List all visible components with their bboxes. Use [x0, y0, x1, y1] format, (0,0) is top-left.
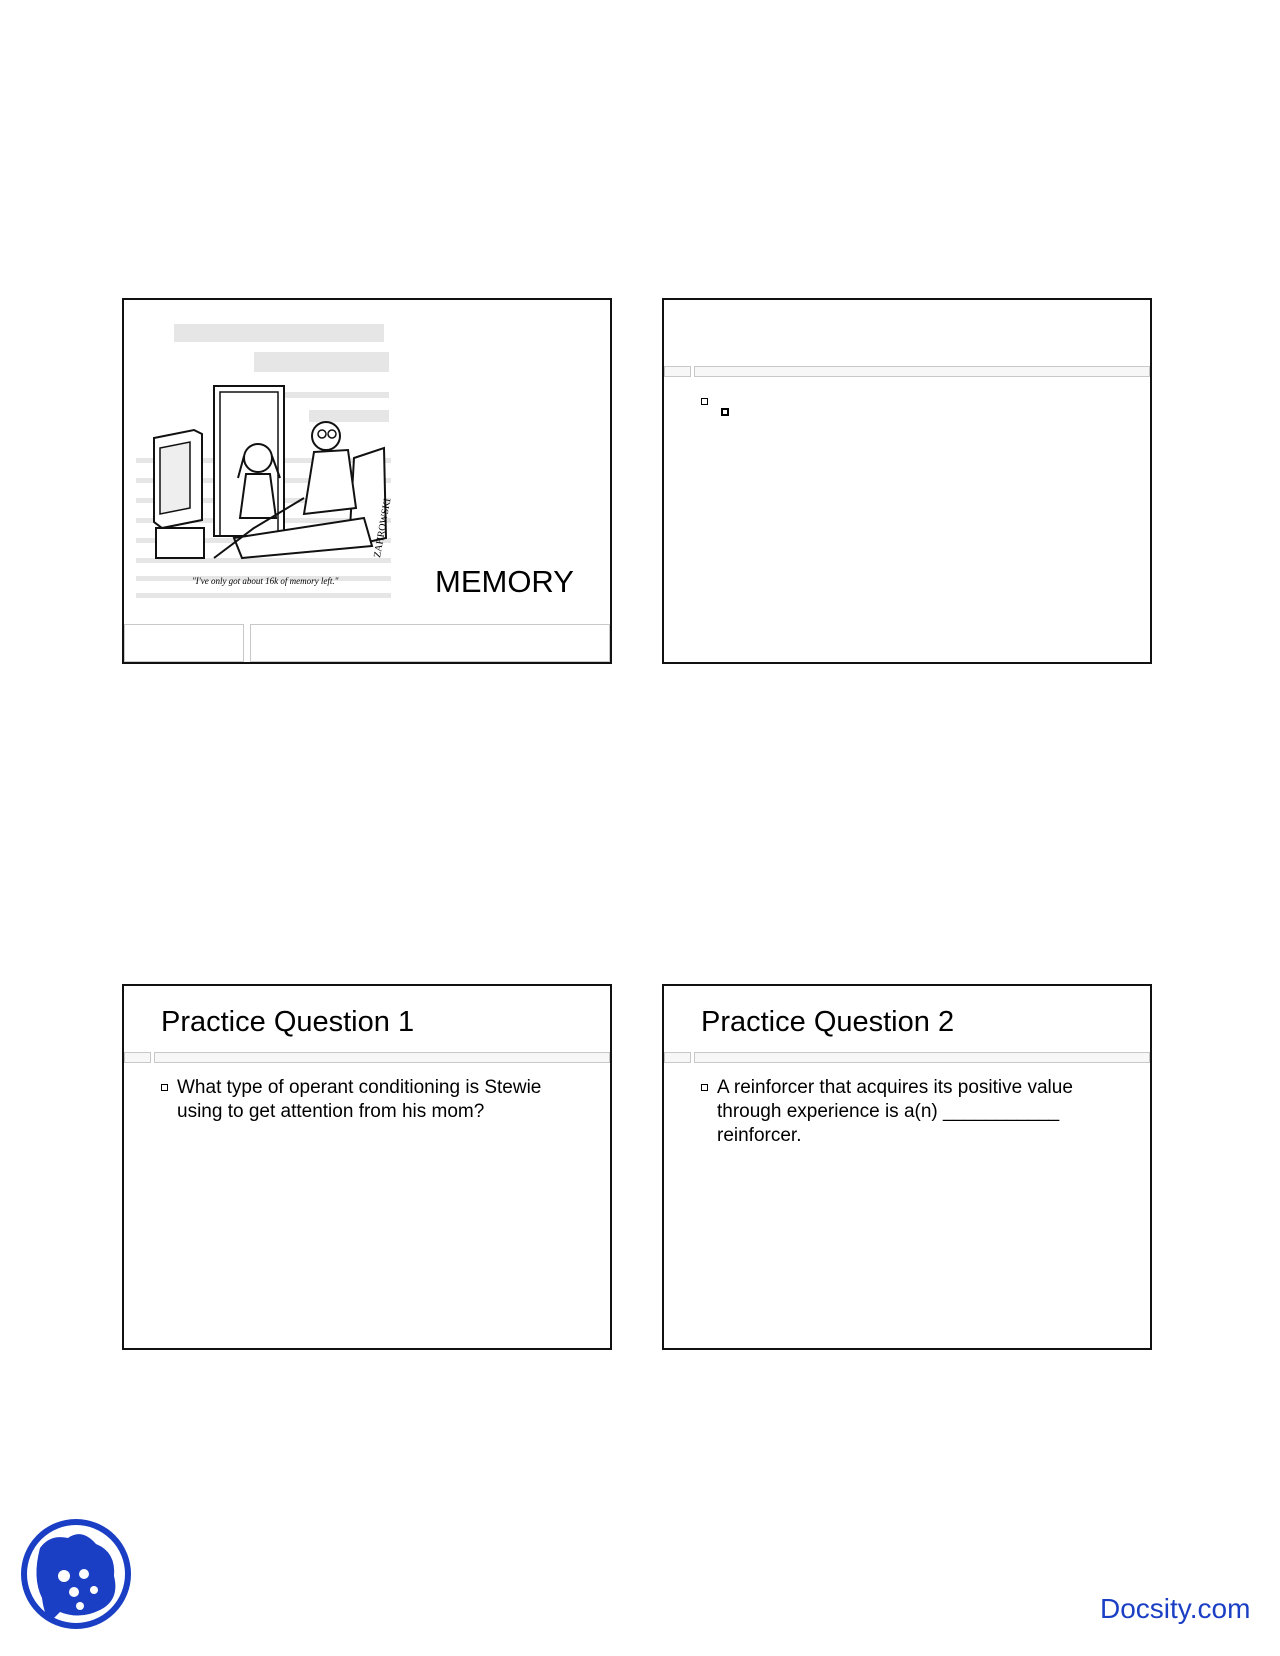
- slide-practice-question-2: [662, 984, 1152, 1350]
- docsity-logo-icon[interactable]: [20, 1518, 132, 1630]
- rule-segment: [694, 366, 1150, 377]
- docsity-brand-link[interactable]: Docsity.com: [1100, 1593, 1251, 1624]
- rule-segment: [124, 1052, 151, 1063]
- cartoon-illustration: [134, 308, 404, 608]
- footer-segment: [250, 624, 610, 662]
- slide-memory: [122, 298, 612, 664]
- slide-title: Practice Question 1: [161, 1006, 415, 1038]
- slide-blank: [662, 298, 1152, 664]
- bullet-square-icon: [701, 398, 708, 405]
- slide-title: Practice Question 2: [701, 1006, 955, 1038]
- rule-segment: [154, 1052, 610, 1063]
- title-rule: [124, 1052, 610, 1063]
- cartoon-caption: "I've only got about 16k of memory left.": [192, 576, 339, 586]
- cartoon-signature: ZAHROWSKI: [372, 497, 394, 559]
- bullet-item: [161, 1076, 580, 1124]
- bullet-square-icon: [701, 1084, 708, 1091]
- title-rule: [664, 366, 1150, 377]
- bullet-text: A reinforcer that acquires its positive value through experience is a(n) ___________ reinforcer.: [717, 1077, 1073, 1146]
- sub-bullet-square-icon: [721, 408, 729, 416]
- footer-segment: [124, 624, 244, 662]
- slide-practice-question-1: [122, 984, 612, 1350]
- footer-bar: [124, 624, 610, 662]
- rule-segment: [694, 1052, 1150, 1063]
- rule-segment: [664, 366, 691, 377]
- title-rule: [664, 1052, 1150, 1063]
- bullet-item: [701, 1076, 1120, 1148]
- bullet-text: What type of operant conditioning is Stewie using to get attention from his mom?: [177, 1077, 542, 1122]
- rule-segment: [664, 1052, 691, 1063]
- bullet-square-icon: [161, 1084, 168, 1091]
- slide-title: MEMORY: [435, 564, 574, 599]
